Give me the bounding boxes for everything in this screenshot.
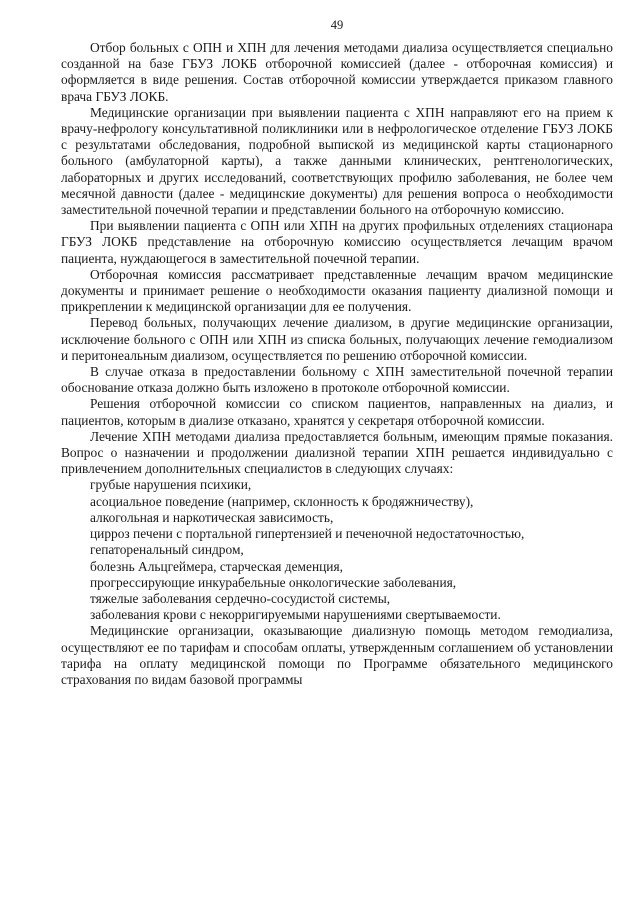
paragraph-refusal: В случае отказа в предоставлении больному с ХПН заместительной почечной терапии обоснование отказа должно быть изложено в протоколе отборочной комиссии. [61,364,613,396]
page-number: 49 [330,18,344,32]
list-item: заболевания крови с некорригируемыми нарушениями свертываемости. [90,607,501,623]
paragraph-hemodialysis-payment: Медицинские организации, оказывающие диализную помощь методом гемодиализа, осуществляют ее по тарифам и способам оплаты, утвержденным соглашением об установлении тарифа на оплату медицинской помощи по Программе обязательного медицинского страхования по видам базовой программы [61,623,613,687]
list-item: грубые нарушения психики, [90,477,252,493]
list-item: тяжелые заболевания сердечно-сосудистой системы, [90,590,391,606]
list-item: прогрессирующие инкурабельные онкологические заболевания, [90,574,457,590]
list-item: болезнь Альцгеймера, старческая деменция, [90,558,343,574]
paragraph-inpatient-referral: При выявлении пациента с ОПН или ХПН на других профильных отделениях стационара ГБУЗ ЛОКБ представление на отборочную комиссию осуществляется лечащим врачом пациента, нуждающегося в заместительной почечной терапии. [61,218,613,266]
paragraph-indications: Лечение ХПН методами диализа предоставляется больным, имеющим прямые показания. Вопрос о назначении и продолжении диализной терапии ХПН решается индивидуально с привлечением дополнительных специалистов в следующих случаях: [61,428,613,477]
paragraph-referral-procedure: Медицинские организации при выявлении пациента с ХПН направляют его на прием к врачу-нефрологу консультативной поликлиники или в нефрологическое отделение ГБУЗ ЛОКБ с результатами обследования, подробной выпиской из медицинской карты стационарного больного (амбулаторной карты), а также данными клинических, рентгенологических, лабораторных и других исследований, соответствующих профилю заболевания, не более чем месячной давности (далее - медицинские документы) для решения вопроса о необходимости заместительной почечной терапии и представлении больного на отборочную комиссию. [61,104,613,218]
list-item: асоциальное поведение (например, склонность к бродяжничеству), [90,493,474,509]
list-item: цирроз печени с портальной гипертензией и печеночной недостаточностью, [90,526,525,542]
paragraph-patient-transfer: Перевод больных, получающих лечение диализом, в другие медицинские организации, исключение больного с ОПН или ХПН из списка больных, получающих лечение гемодиализом и перитонеальным диализом, осуществляется по решению отборочной комиссии. [61,315,613,363]
list-item: гепаторенальный синдром, [90,542,244,558]
paragraph-records-storage: Решения отборочной комиссии со списком пациентов, направленных на диализ, и пациентов, которым в диализе отказано, хранятся у секретаря отборочной комиссии. [61,396,613,428]
document-body [61,40,613,688]
list-item: алкогольная и наркотическая зависимость, [90,509,334,525]
paragraph-commission-review: Отборочная комиссия рассматривает представленные лечащим врачом медицинские документы и принимает решение о необходимости оказания пациенту диализной помощи и прикреплении к медицинской организации для ее получения. [61,266,613,315]
paragraph-selection-commission: Отбор больных с ОПН и ХПН для лечения методами диализа осуществляется специально созданной на базе ГБУЗ ЛОКБ отборочной комиссией (далее - отборочная комиссия) и оформляется в виде решения. Состав отборочной комиссии утверждается приказом главного врача ГБУЗ ЛОКБ. [61,40,613,104]
